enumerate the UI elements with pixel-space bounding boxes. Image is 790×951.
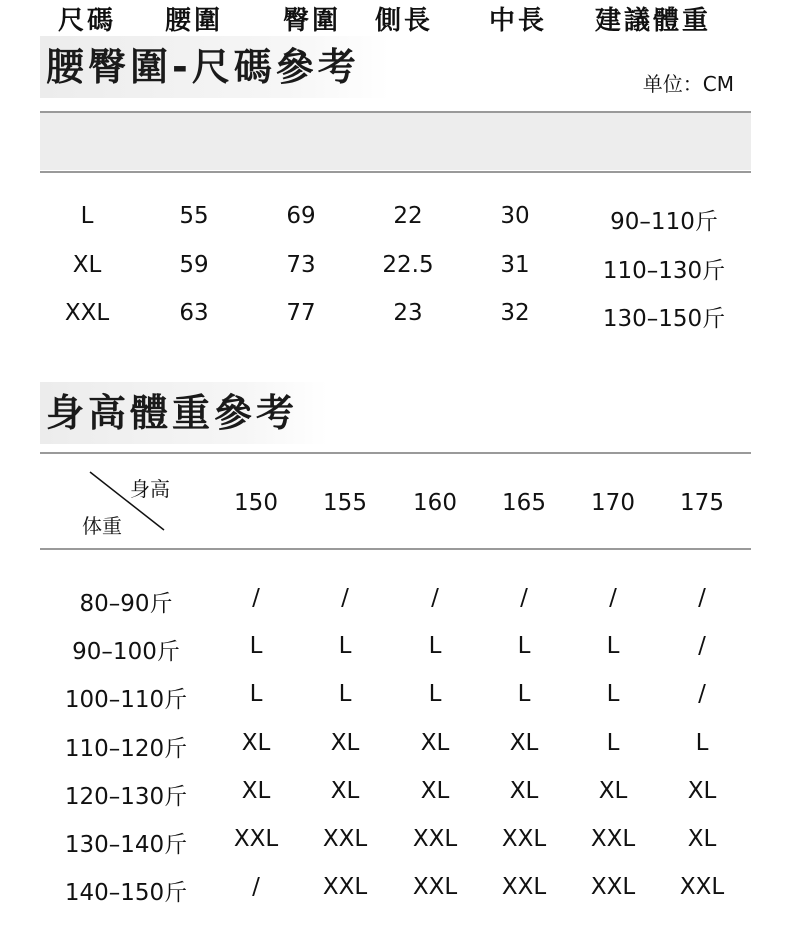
recommended-size-cell: XXL — [501, 874, 547, 900]
size-value-cell: 77 — [286, 300, 316, 326]
size-value-cell: 22 — [393, 203, 423, 229]
recommended-size-cell: L — [517, 681, 531, 707]
recommended-size-cell: L — [338, 681, 352, 707]
recommended-size-cell: L — [606, 681, 620, 707]
unit-label: 单位：CM — [642, 72, 734, 96]
recommended-size-cell: L — [428, 681, 442, 707]
size-label-cell: XL — [72, 252, 102, 278]
recommended-size-cell: XL — [687, 826, 717, 852]
weight-range-cell: 110–120斤 — [64, 736, 188, 762]
size-label-cell: L — [80, 203, 94, 229]
corner-weight-label: 体重 — [82, 514, 122, 538]
size-header-band — [40, 113, 751, 170]
recommended-size-cell: XXL — [412, 826, 458, 852]
recommended-size-cell: L — [517, 633, 531, 659]
weight-range-cell: 130–140斤 — [64, 832, 188, 858]
size-header-cell: 臀圍 — [282, 6, 342, 36]
weight-table-title: 身高體重參考 — [40, 382, 328, 444]
size-value-cell: 32 — [500, 300, 530, 326]
size-value-cell: 55 — [179, 203, 209, 229]
size-header-cell: 側長 — [374, 6, 434, 36]
recommended-size-cell: XXL — [412, 874, 458, 900]
height-header-cell: 170 — [591, 490, 635, 516]
size-header-bottom-rule — [40, 171, 751, 173]
height-header-cell: 165 — [502, 490, 546, 516]
recommended-size-cell: XXL — [679, 874, 725, 900]
recommended-size-cell: XL — [687, 778, 717, 804]
recommended-size-cell: XL — [509, 730, 539, 756]
size-value-cell: 31 — [500, 252, 530, 278]
size-header-cell: 建議體重 — [594, 6, 712, 36]
recommended-size-cell: L — [338, 633, 352, 659]
size-header-cell: 中長 — [488, 6, 548, 36]
weight-range-cell: 100–110斤 — [64, 687, 188, 713]
size-header-cell: 腰圍 — [164, 6, 224, 36]
size-value-cell: 73 — [286, 252, 316, 278]
recommended-size-cell: L — [606, 730, 620, 756]
recommended-size-cell: XXL — [322, 826, 368, 852]
recommended-size-cell: XL — [241, 778, 271, 804]
weight-range-cell: 90–100斤 — [72, 639, 180, 665]
recommended-size-cell: / — [431, 585, 439, 611]
recommended-size-cell: / — [252, 874, 260, 900]
height-header-cell: 150 — [234, 490, 278, 516]
size-value-cell: 110–130斤 — [602, 258, 726, 284]
weight-range-cell: 80–90斤 — [79, 591, 173, 617]
recommended-size-cell: XL — [509, 778, 539, 804]
recommended-size-cell: / — [520, 585, 528, 611]
recommended-size-cell: / — [698, 633, 706, 659]
height-header-cell: 155 — [323, 490, 367, 516]
size-table-title: 腰臀圍-尺碼參考 — [40, 36, 390, 98]
recommended-size-cell: L — [695, 730, 709, 756]
recommended-size-cell: L — [606, 633, 620, 659]
weight-header-bottom-rule — [40, 548, 751, 550]
recommended-size-cell: L — [249, 633, 263, 659]
recommended-size-cell: XL — [598, 778, 628, 804]
size-value-cell: 69 — [286, 203, 316, 229]
recommended-size-cell: XXL — [501, 826, 547, 852]
size-value-cell: 130–150斤 — [602, 306, 726, 332]
recommended-size-cell: / — [609, 585, 617, 611]
recommended-size-cell: / — [341, 585, 349, 611]
recommended-size-cell: XXL — [590, 826, 636, 852]
recommended-size-cell: XXL — [590, 874, 636, 900]
size-label-cell: XXL — [64, 300, 110, 326]
recommended-size-cell: XL — [330, 778, 360, 804]
recommended-size-cell: / — [698, 681, 706, 707]
recommended-size-cell: L — [249, 681, 263, 707]
recommended-size-cell: XL — [420, 730, 450, 756]
recommended-size-cell: L — [428, 633, 442, 659]
recommended-size-cell: / — [252, 585, 260, 611]
size-value-cell: 90–110斤 — [610, 209, 718, 235]
weight-range-cell: 140–150斤 — [64, 880, 188, 906]
recommended-size-cell: XL — [420, 778, 450, 804]
size-value-cell: 30 — [500, 203, 530, 229]
recommended-size-cell: XXL — [322, 874, 368, 900]
weight-header-top-rule — [40, 452, 751, 454]
recommended-size-cell: XXL — [233, 826, 279, 852]
size-header-cell: 尺碼 — [57, 6, 117, 36]
recommended-size-cell: XL — [241, 730, 271, 756]
size-value-cell: 59 — [179, 252, 209, 278]
size-value-cell: 22.5 — [382, 252, 434, 278]
recommended-size-cell: / — [698, 585, 706, 611]
corner-height-label: 身高 — [130, 477, 170, 501]
recommended-size-cell: XL — [330, 730, 360, 756]
height-header-cell: 175 — [680, 490, 724, 516]
size-value-cell: 63 — [179, 300, 209, 326]
height-header-cell: 160 — [413, 490, 457, 516]
size-value-cell: 23 — [393, 300, 423, 326]
weight-range-cell: 120–130斤 — [64, 784, 188, 810]
